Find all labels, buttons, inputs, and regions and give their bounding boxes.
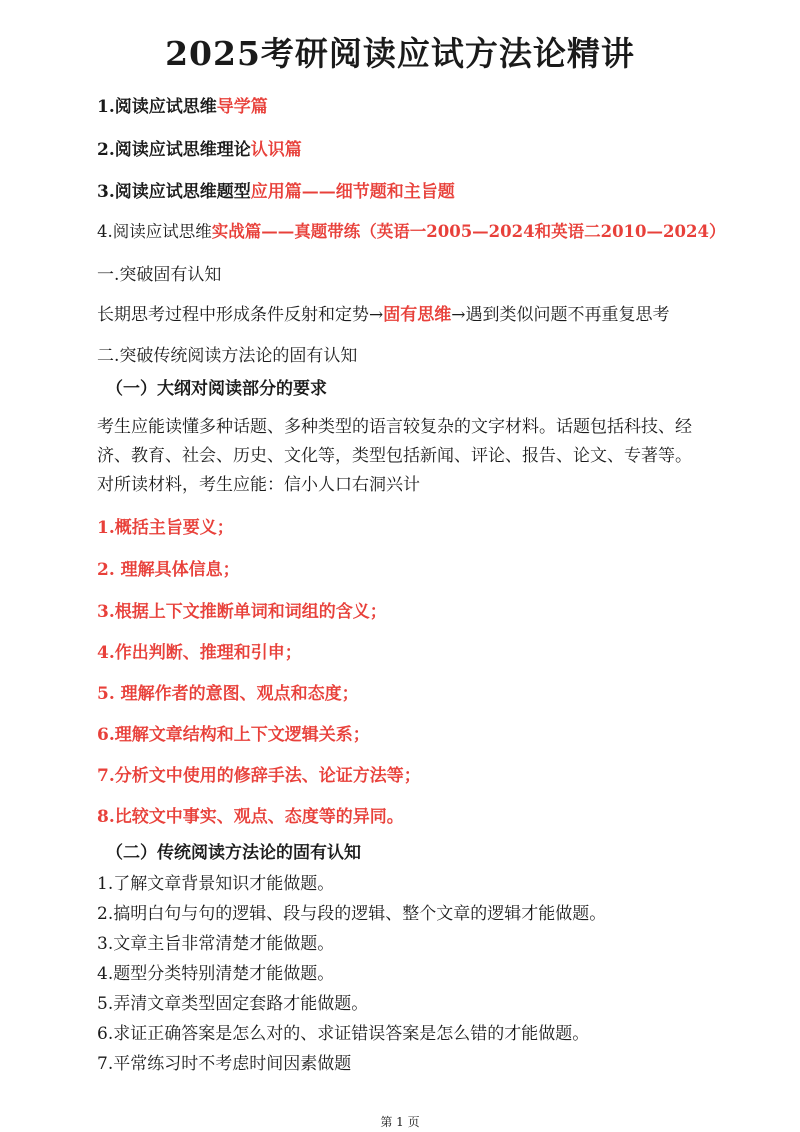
outline-item-3: 3.阅读应试思维题型应用篇——细节题和主旨题 [97,182,455,202]
requirement-item: 6.理解文章结构和上下文逻辑关系； [97,725,370,745]
page-number: 第 1 页 [380,1115,420,1129]
section2-heading: （二）传统阅读方法论的固有认知 [106,843,361,863]
requirement-item: 8.比较文中事实、观点、态度等的异同。 [97,807,404,827]
list-item: 1.了解文章背景知识才能做题。 [97,874,335,894]
requirement-item: 1.概括主旨要义； [97,518,234,538]
list-item: 2.搞明白句与句的逻辑、段与段的逻辑、整个文章的逻辑才能做题。 [97,904,607,924]
list-item: 5.弄清文章类型固定套路才能做题。 [97,994,369,1014]
requirement-item: 2. 理解具体信息； [97,560,240,580]
part2-heading: 二.突破传统阅读方法论的固有认知 [97,346,358,366]
part1-heading: 一.突破固有认知 [97,265,222,285]
section1-heading: （一）大纲对阅读部分的要求 [106,379,327,399]
outline-item-1: 1.阅读应试思维导学篇 [97,97,268,117]
syllabus-paragraph: 考生应能读懂多种话题、多种类型的语言较复杂的文字材料。话题包括科技、经 济、教育、社会、历史、文化等，类型包括新闻、评论、报告、论文、专著等。 对所读材料，考生应能：信小人口右洞兴计 [97,417,692,495]
list-item: 7.平常练习时不考虑时间因素做题 [97,1054,352,1074]
list-item: 6.求证正确答案是怎么对的、求证错误答案是怎么错的才能做题。 [97,1024,590,1044]
outline-item-4: 4.阅读应试思维实战篇——真题带练（英语一2005—2024和英语二2010—2024） [97,222,726,241]
outline-item-2: 2.阅读应试思维理论认识篇 [97,140,302,160]
page-title: 2025考研阅读应试方法论精讲 [165,34,635,73]
requirement-item: 7.分析文中使用的修辞手法、论证方法等； [97,766,421,786]
requirement-item: 4.作出判断、推理和引申； [97,643,302,663]
list-item: 3.文章主旨非常清楚才能做题。 [97,934,335,954]
part1-sentence: 长期思考过程中形成条件反射和定势→固有思维→遇到类似问题不再重复思考 [97,305,670,325]
requirement-item: 5. 理解作者的意图、观点和态度； [97,684,359,704]
requirement-item: 3.根据上下文推断单词和词组的含义； [97,602,387,622]
list-item: 4.题型分类特别清楚才能做题。 [97,964,335,984]
